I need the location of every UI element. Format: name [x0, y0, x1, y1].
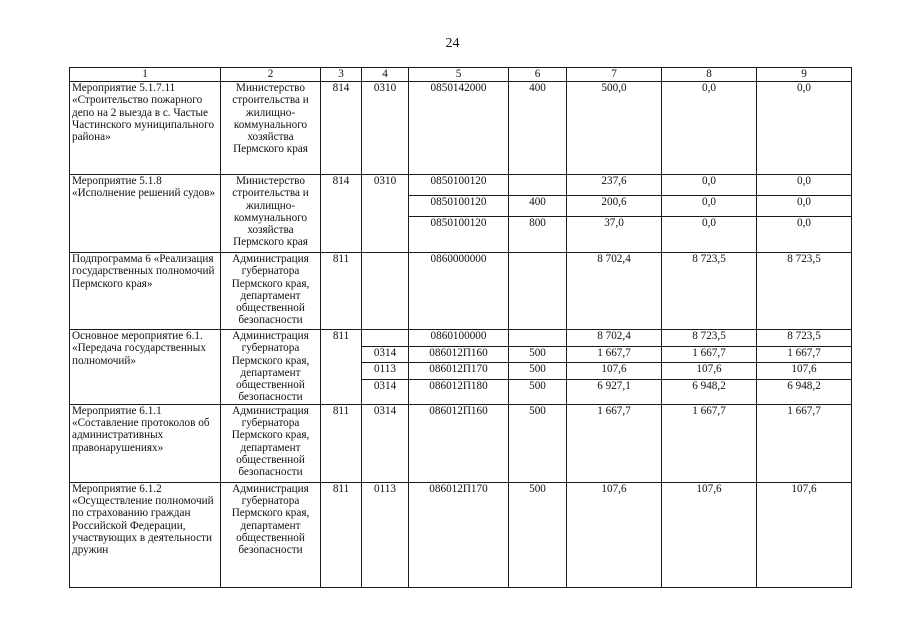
amount-cell: 8 702,4 [567, 253, 662, 330]
amount-cell: 0,0 [757, 196, 852, 217]
expense-type-cell [509, 330, 567, 347]
target-code-cell: 086012П180 [409, 379, 509, 404]
amount-cell: 0,0 [662, 196, 757, 217]
target-code-cell: 0860000000 [409, 253, 509, 330]
code-cell: 811 [321, 482, 362, 587]
amount-cell: 37,0 [567, 217, 662, 253]
expense-type-cell: 500 [509, 404, 567, 482]
header-cell: 9 [757, 68, 852, 82]
budget-table [69, 67, 852, 588]
amount-cell: 0,0 [757, 175, 852, 196]
section-code-cell: 0113 [362, 363, 409, 380]
header-cell: 1 [70, 68, 221, 82]
amount-cell: 107,6 [662, 482, 757, 587]
amount-cell: 107,6 [567, 482, 662, 587]
code-cell: 811 [321, 404, 362, 482]
table-row [70, 175, 852, 196]
amount-cell: 8 723,5 [757, 330, 852, 347]
target-code-cell: 0850142000 [409, 82, 509, 175]
expense-type-cell: 400 [509, 196, 567, 217]
expense-type-cell: 500 [509, 482, 567, 587]
amount-cell: 6 948,2 [757, 379, 852, 404]
amount-cell: 8 723,5 [662, 330, 757, 347]
target-code-cell: 086012П160 [409, 404, 509, 482]
section-code-cell: 0314 [362, 404, 409, 482]
target-code-cell: 0850100120 [409, 217, 509, 253]
header-cell: 3 [321, 68, 362, 82]
amount-cell: 6 948,2 [662, 379, 757, 404]
section-code-cell [362, 330, 409, 347]
event-name-cell: Мероприятие 5.1.7.11 «Строительство пожарного депо на 2 выезда в с. Частые Частинского муниципального района» [70, 82, 221, 175]
amount-cell: 1 667,7 [662, 346, 757, 363]
target-code-cell: 0860100000 [409, 330, 509, 347]
amount-cell: 107,6 [662, 363, 757, 380]
section-code-cell: 0113 [362, 482, 409, 587]
amount-cell: 107,6 [757, 363, 852, 380]
amount-cell: 200,6 [567, 196, 662, 217]
table-row [70, 482, 852, 587]
table-row [70, 82, 852, 175]
amount-cell: 0,0 [757, 82, 852, 175]
header-cell: 7 [567, 68, 662, 82]
amount-cell: 0,0 [662, 82, 757, 175]
responsible-org-cell: Администрация губернатора Пермского края, департамент общественной безопасности [221, 404, 321, 482]
header-cell: 4 [362, 68, 409, 82]
section-code-cell: 0310 [362, 175, 409, 253]
table-row [70, 253, 852, 330]
amount-cell: 8 723,5 [757, 253, 852, 330]
section-code-cell [362, 253, 409, 330]
event-name-cell: Мероприятие 5.1.8 «Исполнение решений судов» [70, 175, 221, 253]
amount-cell: 1 667,7 [662, 404, 757, 482]
expense-type-cell: 400 [509, 82, 567, 175]
amount-cell: 0,0 [757, 217, 852, 253]
code-cell: 811 [321, 253, 362, 330]
page-number: 24 [445, 36, 460, 51]
amount-cell: 0,0 [662, 217, 757, 253]
header-cell: 8 [662, 68, 757, 82]
code-cell: 814 [321, 175, 362, 253]
responsible-org-cell: Администрация губернатора Пермского края, департамент общественной безопасности [221, 253, 321, 330]
event-name-cell: Мероприятие 6.1.2 «Осуществление полномочий по страхованию граждан Российской Федерации, участвующих в деятельности дружин [70, 482, 221, 587]
table-row [70, 404, 852, 482]
amount-cell: 0,0 [662, 175, 757, 196]
amount-cell: 1 667,7 [567, 404, 662, 482]
responsible-org-cell: Администрация губернатора Пермского края, департамент общественной безопасности [221, 482, 321, 587]
responsible-org-cell: Министерство строительства и жилищно-коммунального хозяйства Пермского края [221, 175, 321, 253]
event-name-cell: Подпрограмма 6 «Реализация государственных полномочий Пермского края» [70, 253, 221, 330]
header-cell: 6 [509, 68, 567, 82]
expense-type-cell: 500 [509, 346, 567, 363]
header-cell: 5 [409, 68, 509, 82]
code-cell: 814 [321, 82, 362, 175]
expense-type-cell: 500 [509, 363, 567, 380]
target-code-cell: 0850100120 [409, 175, 509, 196]
header-row [70, 68, 852, 82]
section-code-cell: 0314 [362, 379, 409, 404]
table-row [70, 330, 852, 347]
expense-type-cell: 800 [509, 217, 567, 253]
target-code-cell: 086012П170 [409, 482, 509, 587]
target-code-cell: 0850100120 [409, 196, 509, 217]
expense-type-cell [509, 253, 567, 330]
header-cell: 2 [221, 68, 321, 82]
amount-cell: 6 927,1 [567, 379, 662, 404]
responsible-org-cell: Министерство строительства и жилищно-коммунального хозяйства Пермского края [221, 82, 321, 175]
amount-cell: 107,6 [567, 363, 662, 380]
section-code-cell: 0310 [362, 82, 409, 175]
event-name-cell: Мероприятие 6.1.1 «Составление протоколов об административных правонарушениях» [70, 404, 221, 482]
code-cell: 811 [321, 330, 362, 405]
event-name-cell: Основное мероприятие 6.1. «Передача государственных полномочий» [70, 330, 221, 405]
amount-cell: 1 667,7 [757, 346, 852, 363]
amount-cell: 8 723,5 [662, 253, 757, 330]
amount-cell: 1 667,7 [567, 346, 662, 363]
expense-type-cell: 500 [509, 379, 567, 404]
target-code-cell: 086012П170 [409, 363, 509, 380]
amount-cell: 500,0 [567, 82, 662, 175]
section-code-cell: 0314 [362, 346, 409, 363]
expense-type-cell [509, 175, 567, 196]
responsible-org-cell: Администрация губернатора Пермского края, департамент общественной безопасности [221, 330, 321, 405]
amount-cell: 1 667,7 [757, 404, 852, 482]
amount-cell: 237,6 [567, 175, 662, 196]
amount-cell: 107,6 [757, 482, 852, 587]
target-code-cell: 086012П160 [409, 346, 509, 363]
amount-cell: 8 702,4 [567, 330, 662, 347]
